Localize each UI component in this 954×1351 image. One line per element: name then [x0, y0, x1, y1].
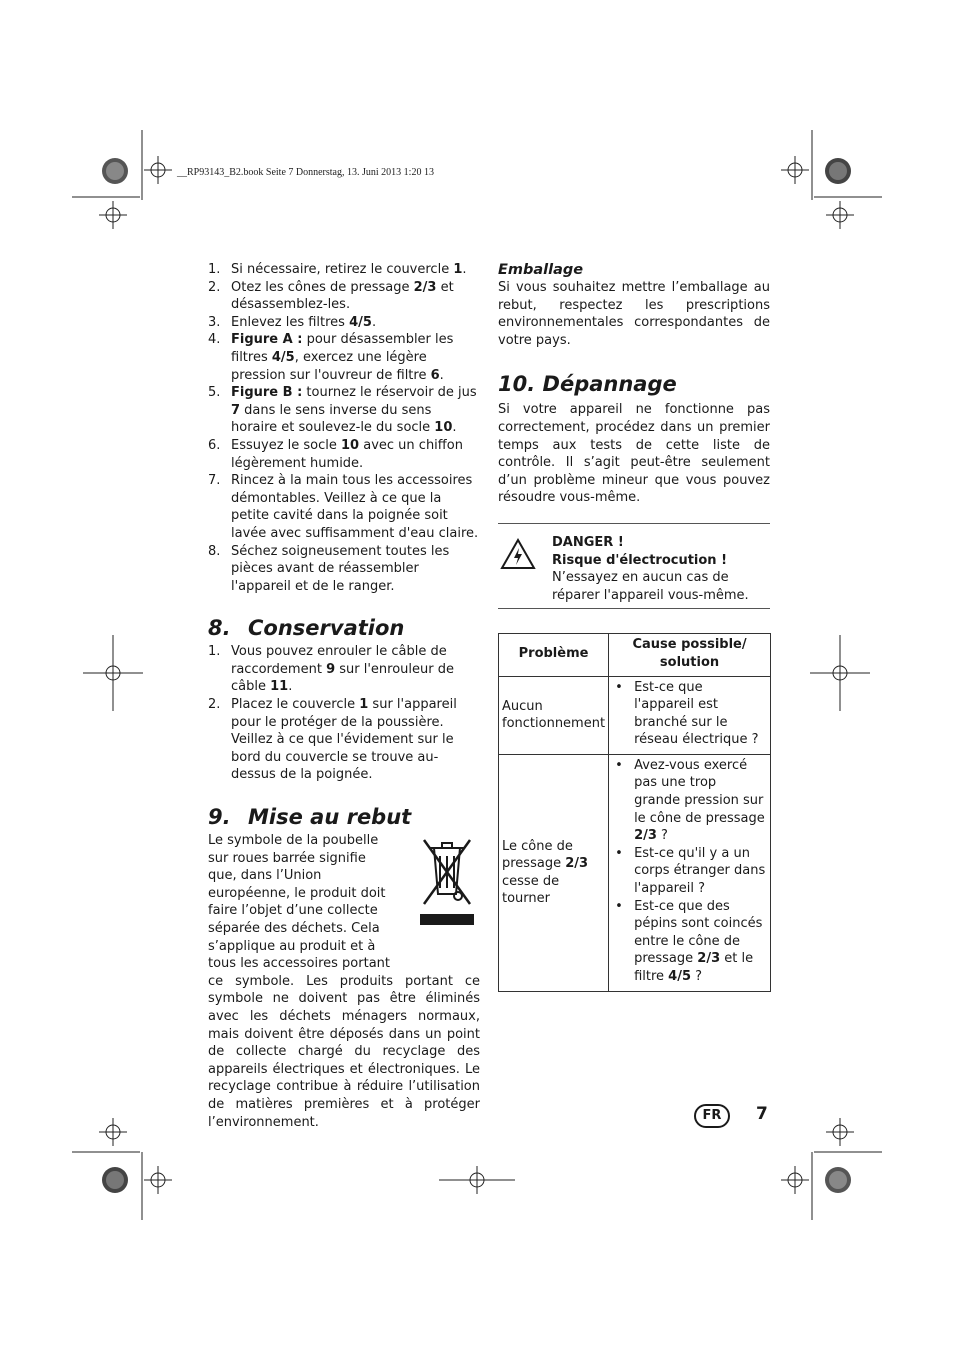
text-run: ? [656, 828, 668, 844]
text-run: sur l'enrouleur de câble [231, 661, 454, 695]
list-item [208, 643, 480, 696]
troubleshooting-table [498, 633, 771, 991]
text-run: Est-ce que l'appareil est branché sur le réseau électrique ? [634, 679, 759, 748]
danger-notice [498, 523, 770, 609]
bold-ref: 4/5 [271, 349, 295, 365]
cause-list [613, 757, 766, 986]
troubleshooting-intro: Si votre appareil ne fonctionne pas correctement, procédez dans un premier temps aux tests de cette liste de contrôle. Il s’agit peut-être seulement d’un problème mineur que vous pouvez résoudre vous-même. [498, 402, 770, 506]
table-row [499, 754, 771, 991]
disposal-continuation: ce symbole. Les produits portant ce symbole ne doivent pas être éliminés avec les déchets ménagers normaux, mais doivent être déposés dans un point de collecte chargé du recyclage des appareils électriques et électroniques. Le recyclage contribue à réduire l’utilisation de matières premières et à protéger l’environnement. [208, 973, 480, 1130]
bold-ref: 2/3 [697, 951, 721, 967]
text-run: pour désassembler les filtres [231, 332, 454, 365]
list-item [208, 331, 480, 384]
text-run: dans le sens inverse du sens horaire et soulevez-le du socle [231, 402, 435, 436]
danger-label: DANGER ! [552, 534, 624, 550]
cause-item [613, 845, 766, 898]
text-run: . [288, 679, 293, 695]
language-badge: FR [694, 1104, 730, 1128]
text-run: Est-ce que des pépins sont coincés entre le cône de pressage [634, 898, 763, 967]
table-header-cause: Cause possible/ solution [609, 634, 771, 676]
conservation-steps-list [208, 643, 480, 784]
list-number: 1. [208, 644, 221, 660]
text-run: cesse de tourner [502, 873, 560, 907]
bold-ref: 2/3 [565, 856, 589, 872]
crossed-out-wheelie-bin-icon [418, 834, 476, 926]
text-run: Enlevez les filtres [231, 314, 350, 330]
text-run: Si nécessaire, retirez le couvercle [231, 262, 454, 277]
list-item [208, 384, 480, 437]
left-column [208, 261, 480, 1131]
text-run: avec un chiffon légèrement humide. [231, 437, 463, 471]
cause-item [613, 898, 766, 986]
list-item [208, 261, 480, 279]
right-column [498, 261, 770, 992]
bold-ref: 11 [270, 679, 289, 695]
cause-item [613, 757, 766, 845]
list-number: 2. [208, 279, 221, 295]
bold-ref: 7 [231, 402, 241, 418]
text-run: sur l'appareil pour le protéger de la poussière. Veillez à ce que l'évidement sur le bord du couvercle se trouve au-dessus de la poignée. [231, 697, 457, 783]
text-run: et le filtre [634, 951, 754, 984]
bold-ref: Figure A : [231, 332, 303, 348]
text-run: . [371, 314, 377, 330]
cause-cell [609, 754, 771, 991]
section-heading-disposal: 9. Mise au rebut [208, 805, 412, 830]
bold-ref: 6 [430, 367, 440, 383]
list-item [208, 472, 480, 542]
bold-ref: 2/3 [634, 828, 657, 844]
danger-text: N’essayez en aucun cas de réparer l'appareil vous-même. [552, 570, 749, 603]
text-run: . [462, 262, 467, 277]
disposal-intro: Le symbole de la poubelle sur roues barrée signifie que, dans l’Union européenne, le produit doit faire l’objet d’une collecte séparée des déchets. Cela s’applique au produit et à tous les accessoires portant [208, 833, 390, 972]
list-number: 6. [208, 437, 221, 453]
text-run: . [439, 367, 444, 383]
bold-ref: 9 [326, 661, 336, 677]
list-number: 4. [208, 332, 221, 348]
list-item [208, 543, 480, 596]
list-item [208, 279, 480, 314]
danger-subtitle: Risque d'électrocution ! [552, 552, 728, 568]
cause-list [613, 679, 766, 749]
bold-ref: Figure B : [231, 385, 303, 401]
bold-ref: 1 [359, 697, 369, 713]
text-run: Vous pouvez enrouler le câble de raccordement [231, 644, 447, 677]
text-run: . [452, 420, 457, 436]
text-run: Rincez à la main tous les accessoires démontables. Veillez à ce que la petite cavité dans la poignée soit lavée avec suffisamment d'eau claire. [231, 473, 479, 541]
text-run: Est-ce qu'il y a un corps étranger dans l'appareil ? [634, 845, 766, 897]
text-run: Avez-vous exercé pas une trop grande pression sur le cône de pressage [634, 757, 765, 826]
list-number: 3. [208, 314, 221, 330]
list-number: 7. [208, 473, 221, 489]
cleaning-steps-list [208, 261, 480, 595]
bold-ref: 1 [453, 262, 463, 277]
list-item [208, 696, 480, 784]
electric-hazard-warning-icon [500, 538, 536, 570]
text-run: Le cône de pressage [502, 838, 573, 872]
text-run: Otez les cônes de pressage [231, 279, 414, 295]
print-header: __RP93143_B2.book Seite 7 Donnerstag, 13. Juni 2013 1:20 13 [177, 167, 434, 178]
text-run: , exercez une légère pression sur l'ouvreur de filtre [231, 349, 431, 383]
list-item [208, 314, 480, 332]
text-run: Aucun fonctionnement [502, 698, 606, 732]
text-run: Placez le couvercle [231, 697, 360, 713]
text-run: Essuyez le socle [231, 437, 342, 453]
packaging-heading: Emballage [498, 262, 584, 278]
packaging-text: Si vous souhaitez mettre l’emballage au rebut, respectez les prescriptions environnementales correspondantes de votre pays. [498, 280, 770, 348]
table-row [499, 676, 771, 754]
bold-ref: 4/5 [349, 314, 372, 330]
table-header-problem: Problème [499, 634, 609, 676]
bold-ref: 2/3 [413, 279, 437, 295]
section-heading-troubleshooting: 10. Dépannage [498, 372, 677, 397]
cause-cell [609, 676, 771, 754]
list-number: 1. [208, 262, 221, 277]
section-heading-conservation: 8. Conservation [208, 616, 405, 641]
text-run: Séchez soigneusement toutes les pièces avant de réassembler l'appareil et de le ranger. [231, 543, 450, 594]
text-run: ? [691, 969, 703, 984]
problem-cell [499, 754, 609, 991]
list-item [208, 437, 480, 472]
text-run: et désassemblez-les. [231, 279, 454, 313]
page-number: 7 [756, 1104, 768, 1124]
bold-ref: 10 [341, 437, 360, 453]
list-number: 8. [208, 543, 221, 559]
bold-ref: 4/5 [668, 969, 691, 984]
bold-ref: 10 [434, 420, 453, 436]
disposal-block [208, 832, 480, 1131]
list-number: 2. [208, 697, 221, 713]
cause-item [613, 679, 766, 749]
text-run: tournez le réservoir de jus [302, 385, 477, 401]
problem-cell [499, 676, 609, 754]
list-number: 5. [208, 385, 221, 401]
